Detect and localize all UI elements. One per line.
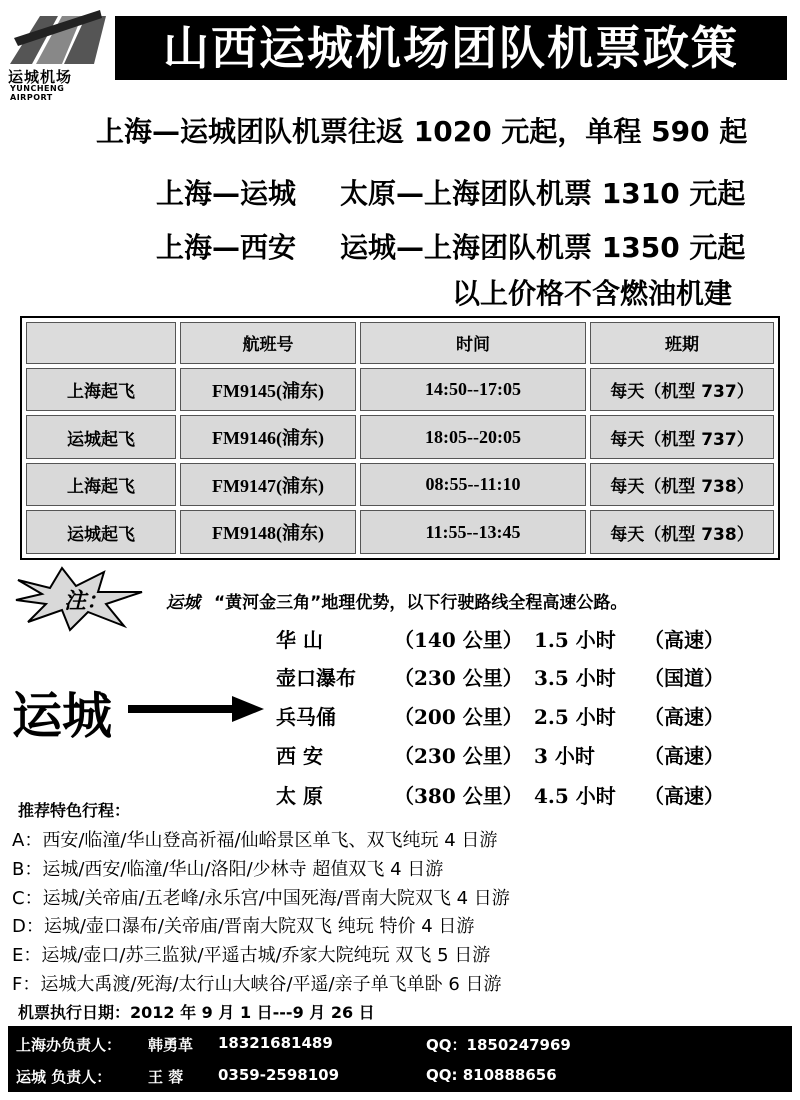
- note-city: 运城: [166, 593, 200, 613]
- frequency-cell: 每天（机型 738）: [590, 510, 774, 554]
- flight-number-cell: FM9146(浦东): [180, 415, 356, 459]
- departure-cell: 上海起飞: [26, 463, 176, 507]
- flight-number-cell: FM9147(浦东): [180, 463, 356, 507]
- flight-number-cell: FM9148(浦东): [180, 510, 356, 554]
- logo-cn-text: 运城机场: [8, 68, 73, 86]
- table-row: [26, 368, 774, 412]
- contact-label: 运城 负责人：: [16, 1068, 112, 1086]
- contact-name: 王 蓉: [148, 1068, 184, 1086]
- ticket-validity: 机票执行日期：2012 年 9 月 1 日---9 月 26 日: [18, 1003, 375, 1022]
- list-item: [276, 697, 756, 733]
- destination-road: （高速）: [644, 628, 724, 652]
- contact-row: [8, 1060, 792, 1090]
- time-cell: 08:55--11:10: [360, 463, 586, 507]
- frequency-cell: 每天（机型 737）: [590, 415, 774, 459]
- flight-number-cell: FM9145(浦东): [180, 368, 356, 412]
- itinerary-item: F：运城大禹渡/死海/太行山大峡谷/平遥/亲子单飞单卧 6 日游: [12, 974, 502, 995]
- price-line2-route: 上海—运城: [156, 177, 297, 210]
- frequency-cell: 每天（机型 737）: [590, 368, 774, 412]
- frequency-cell: 每天（机型 738）: [590, 463, 774, 507]
- contact-row: [8, 1028, 792, 1058]
- itinerary-item: A：西安/临潼/华山登高祈福/仙峪景区单飞、双飞纯玩 4 日游: [12, 830, 498, 851]
- contact-name: 韩勇革: [148, 1036, 194, 1054]
- note-burst-badge: [14, 566, 144, 632]
- note-line: [166, 588, 627, 613]
- right-arrow-icon: [128, 696, 264, 722]
- header-cell: 时间: [360, 322, 586, 364]
- contact-phone: 18321681489: [218, 1034, 333, 1052]
- destination-time: 4.5 小时: [534, 784, 616, 808]
- price-line-roundtrip: 上海—运城团队机票往返 1020 元起，单程 590 起: [96, 115, 748, 148]
- time-cell: 18:05--20:05: [360, 415, 586, 459]
- destination-time: 2.5 小时: [534, 705, 616, 729]
- runway-logo-icon: [10, 8, 106, 64]
- destination-road: （高速）: [644, 705, 724, 729]
- destination-distance: （230 公里）: [394, 744, 523, 768]
- table-row: [26, 463, 774, 507]
- departure-cell: 上海起飞: [26, 368, 176, 412]
- price-line3-fare: 运城—上海团队机票 1350 元起: [340, 231, 746, 264]
- header-cell: 班期: [590, 322, 774, 364]
- itinerary-item: B：运城/西安/临潼/华山/洛阳/少林寺 超值双飞 4 日游: [12, 859, 444, 880]
- itinerary-item: C：运城/关帝庙/五老峰/永乐宫/中国死海/晋南大院双飞 4 日游: [12, 888, 510, 909]
- header-cell: [26, 322, 176, 364]
- page-title: 山西运城机场团队机票政策: [115, 16, 787, 80]
- destination-road: （高速）: [644, 784, 724, 808]
- time-cell: 11:55--13:45: [360, 510, 586, 554]
- recommend-title: 推荐特色行程：: [18, 801, 131, 820]
- destination-name: 西 安: [276, 744, 323, 768]
- destination-name: 兵马俑: [276, 705, 336, 729]
- destination-distance: （200 公里）: [394, 705, 523, 729]
- destination-distance: （230 公里）: [394, 666, 523, 690]
- destination-distance: （140 公里）: [394, 628, 523, 652]
- flight-schedule-table: [20, 316, 780, 560]
- price-line3-route: 上海—西安: [156, 231, 297, 264]
- departure-cell: 运城起飞: [26, 510, 176, 554]
- logo-en-text: YUNCHENG AIRPORT: [10, 84, 65, 102]
- destination-name: 华 山: [276, 628, 323, 652]
- list-item: [276, 776, 756, 812]
- table-row: [26, 510, 774, 554]
- itinerary-item: E：运城/壶口/苏三监狱/平遥古城/乔家大院纯玩 双飞 5 日游: [12, 945, 491, 966]
- origin-city: 运城: [12, 686, 112, 745]
- destination-name: 壶口瀑布: [276, 666, 356, 690]
- list-item: [276, 736, 756, 772]
- contact-phone: 0359-2598109: [218, 1066, 340, 1084]
- departure-cell: 运城起飞: [26, 415, 176, 459]
- destination-time: 3 小时: [534, 744, 595, 768]
- list-item: [276, 620, 756, 656]
- contact-qq: QQ：1850247969: [426, 1036, 571, 1054]
- contact-bar: [8, 1026, 792, 1092]
- list-item: [276, 658, 756, 694]
- contact-qq: QQ: 810888656: [426, 1066, 557, 1084]
- airport-logo: [8, 8, 108, 102]
- table-header-row: [26, 322, 774, 364]
- destination-name: 太 原: [276, 784, 323, 808]
- price-note: 以上价格不含燃油机建: [452, 277, 733, 310]
- note-text: “黄河金三角”地理优势，以下行驶路线全程高速公路。: [214, 593, 628, 613]
- contact-label: 上海办负责人：: [16, 1036, 122, 1054]
- time-cell: 14:50--17:05: [360, 368, 586, 412]
- destination-road: （高速）: [644, 744, 724, 768]
- destination-time: 3.5 小时: [534, 666, 616, 690]
- note-badge-text: 注：: [64, 589, 109, 614]
- destination-distance: （380 公里）: [394, 784, 523, 808]
- destination-road: （国道）: [644, 666, 724, 690]
- header-cell: 航班号: [180, 322, 356, 364]
- destination-time: 1.5 小时: [534, 628, 616, 652]
- price-line2-fare: 太原—上海团队机票 1310 元起: [340, 177, 746, 210]
- table-row: [26, 415, 774, 459]
- itinerary-item: D：运城/壶口瀑布/关帝庙/晋南大院双飞 纯玩 特价 4 日游: [12, 916, 475, 937]
